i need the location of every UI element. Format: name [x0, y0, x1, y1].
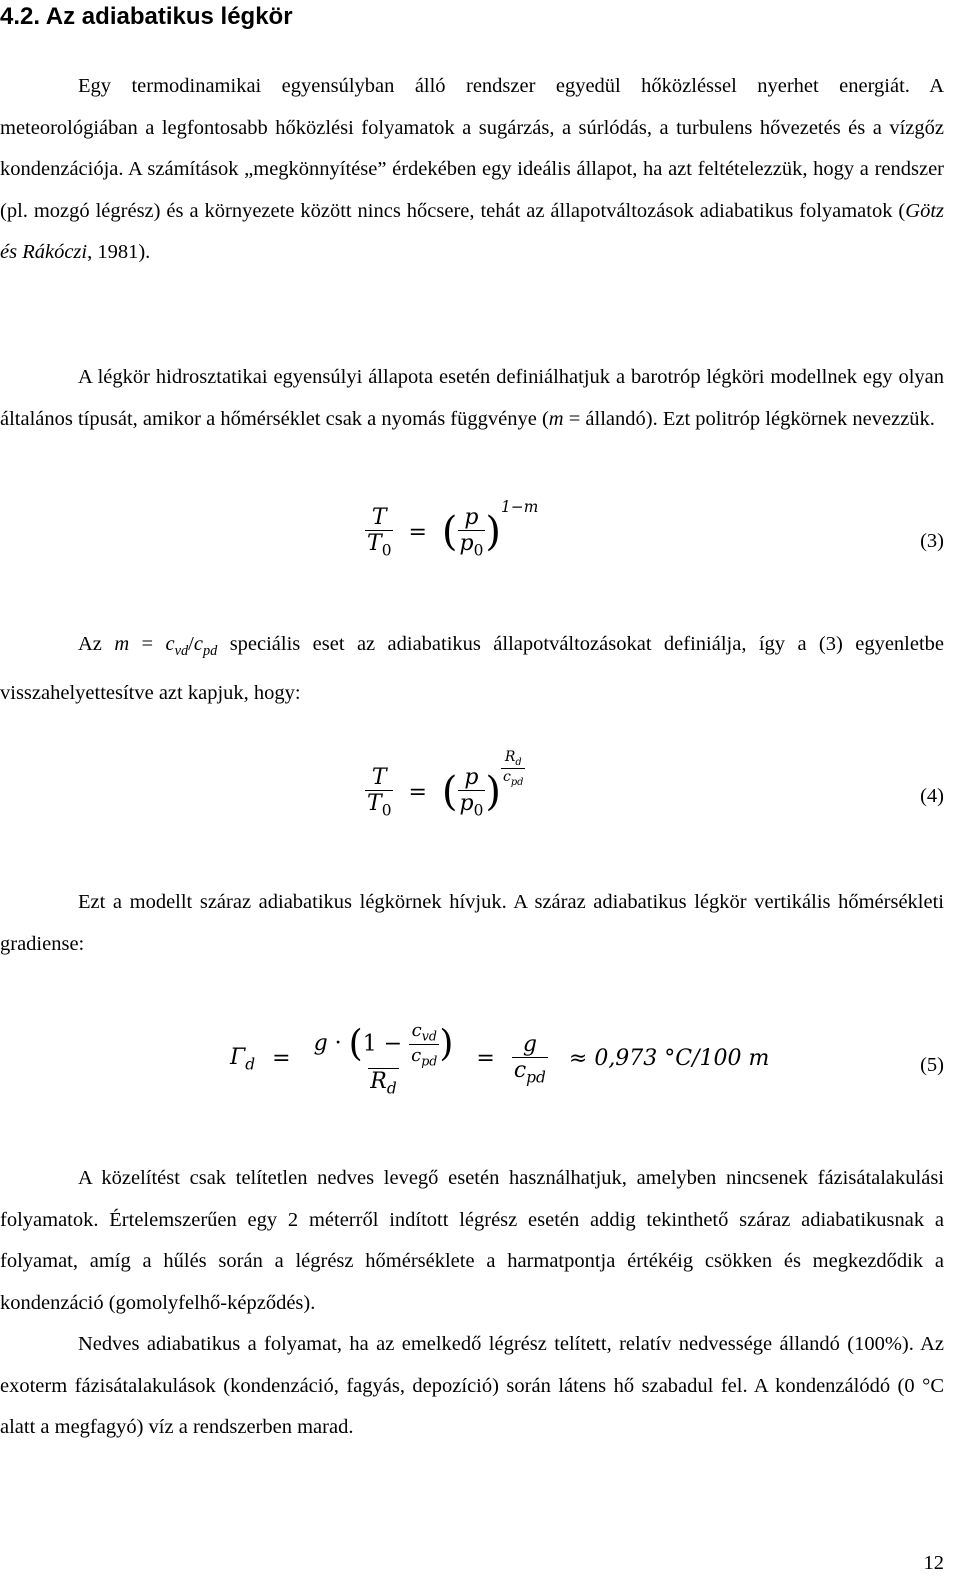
var-c-vd: c [165, 633, 175, 655]
eq5-main-fraction: g · (1 − $\frac{c_{vd}}{c_{pd}}$ ) $R_d$ [313, 1020, 454, 1098]
eq5-one: 1 − [362, 1031, 403, 1057]
polytrope-text-a: A légkör hidrosztatikai egyensúlyi állapota esetén definiálhatjuk a barotróp légköri modellnek egy olyan általános típusát, amikor a hőmérséklet csak a nyomás függvénye ( [0, 366, 944, 430]
eq3-lhs-den-sub: 0 [381, 541, 392, 560]
eq4-rhs-fraction [458, 765, 486, 819]
eq5-g2: g [522, 1031, 537, 1057]
eq5-cvd: c [411, 1020, 422, 1041]
eq3-lhs-fraction [365, 505, 393, 559]
equals-sign: = [129, 633, 166, 655]
var-m: m [548, 407, 564, 430]
paragraph-moist-adiabatic: Nedves adiabatikus a folyamat, ha az emelkedő légrész telített, relatív nedvessége állandó (100%). Az exoterm fázisátalakulások (kondenzáció, fagyás, depozíció) során látens hő szabadul fel. A kondenzálódó (0 °C alatt a megfagyó) víz a rendszerben marad. [0, 1333, 944, 1438]
eq5-rd: R [370, 1069, 387, 1095]
eq5-rd-sub: d [386, 1079, 397, 1098]
paragraph-intro [0, 66, 944, 274]
paragraph-polytrope [0, 357, 944, 440]
eq5-approx-value: ≈ 0,973 °C/100 m [568, 1046, 770, 1072]
eq4-exp-den: c [503, 768, 511, 785]
eq5-cpd-inner: c [411, 1044, 422, 1066]
eq3-rhs-fraction [458, 505, 486, 559]
paragraph-dry-adiabatic: Ezt a modellt száraz adiabatikus légkörnek hívjuk. A száraz adiabatikus légkör vertikális hőmérsékleti gradiense: [0, 891, 944, 955]
eq4-rhs-den: p [459, 791, 474, 816]
page-number: 12 [923, 1552, 944, 1574]
var-c-pd: c [193, 633, 203, 655]
eq5-simple-fraction [512, 1032, 548, 1086]
eq3-lhs-den: T [367, 531, 382, 556]
eq4-exp-num-sub: d [515, 756, 522, 768]
eq4-rhs-num: p [464, 765, 479, 790]
intro-text-a: Egy termodinamikai egyensúlyban álló rendszer egyedül hőközléssel nyerhet energiát. A meteorológiában a legfontosabb hőközlési folyamatok a sugárzás, a súrlódás, a turbulens hővezetés és a vízgőz kondenzációja. A számítások „megkönnyítése” érdekében egy ideális állapot, ha azt feltételezzük, hogy a rendszer (pl. mozgó légrész) és a környezete között nincs hőcsere, tehát az állapotváltozások adiabatikus folyamatok ( [0, 75, 944, 222]
eq5-cpd-sub: pd [526, 1067, 546, 1086]
eq4-rhs-den-sub: 0 [473, 801, 484, 820]
paragraph-adiabatic [0, 624, 944, 714]
eq3-rhs-den: p [459, 531, 474, 556]
slash: / [188, 633, 194, 655]
adiabatic-text-b: speciális eset az adiabatikus állapotváltozásokat definiálja, így a (3) egyenletbe visszahelyettesítve azt kapjuk, hogy: [0, 633, 945, 704]
eq4-exp-num: R [504, 748, 516, 765]
equation-3: $\frac{T}{T_0}$ = ( $\frac{p}{p_0}$ )$^{1-m}$ [367, 497, 539, 560]
intro-text-b: , 1981). [87, 241, 151, 263]
section-heading: 4.2. Az adiabatikus légkör [0, 3, 293, 30]
equation-5-number: (5) [920, 1054, 944, 1076]
eq4-lhs-den-sub: 0 [381, 801, 392, 820]
eq5-cpd-inner-sub: pd [421, 1053, 438, 1069]
eq5-cvd-sub: vd [421, 1028, 437, 1044]
eq4-lhs-den: T [367, 791, 382, 816]
adiabatic-text-a: Az [78, 633, 115, 655]
equation-3-number: (3) [920, 530, 944, 552]
eq4-lhs-num: T [371, 765, 387, 790]
eq3-lhs-num: T [371, 505, 387, 530]
eq3-exponent: 1−m [501, 497, 539, 516]
eq4-lhs-fraction [365, 765, 393, 819]
var-m: m [114, 633, 130, 655]
eq3-rhs-num: p [464, 505, 479, 530]
equation-4: $\frac{T}{T_0}$ = ( $\frac{p}{p_0}$ ) $\frac{R_d}{c_{pd}}$ [367, 748, 524, 820]
eq5-dot: · [334, 1031, 342, 1057]
eq5-gamma-sub: d [245, 1054, 256, 1073]
paragraph-unsaturated: A közelítést csak telítetlen nedves levegő esetén használhatjuk, amelyben nincsenek fázisátalakulási folyamatok. Értelemszerűen egy 2 méterről indított légrész esetén addig tekinthető száraz adiabatikusnak a folyamat, amíg a hűlés során a légrész hőmérséklete a harmatpontja értékéig csökken és megkezdődik a kondenzáció (gomolyfelhő-képződés). [0, 1167, 944, 1314]
eq5-cpd: c [513, 1057, 527, 1083]
sub-vd: vd [174, 643, 189, 660]
eq3-rhs-den-sub: 0 [473, 541, 484, 560]
equation-5: $\Gamma_d$ = g · (1 − $\frac{c_{vd}}{c_{pd}}$ ) $R_d$ = $\frac{g}{c_{pd}}$ ≈ 0,973 °C/100 m [230, 1020, 770, 1098]
eq5-g: g [313, 1031, 328, 1057]
eq4-exp-den-sub: pd [510, 776, 524, 788]
citation-authors: Götz és Rákóczi [0, 199, 944, 263]
eq5-inner-fraction [409, 1020, 439, 1068]
polytrope-text-b: = állandó). Ezt politróp légkörnek nevezzük. [563, 407, 935, 430]
sub-pd: pd [202, 643, 218, 660]
equation-4-number: (4) [920, 785, 944, 807]
eq5-gamma: Γ [230, 1044, 246, 1070]
eq4-exponent-fraction [501, 749, 525, 788]
